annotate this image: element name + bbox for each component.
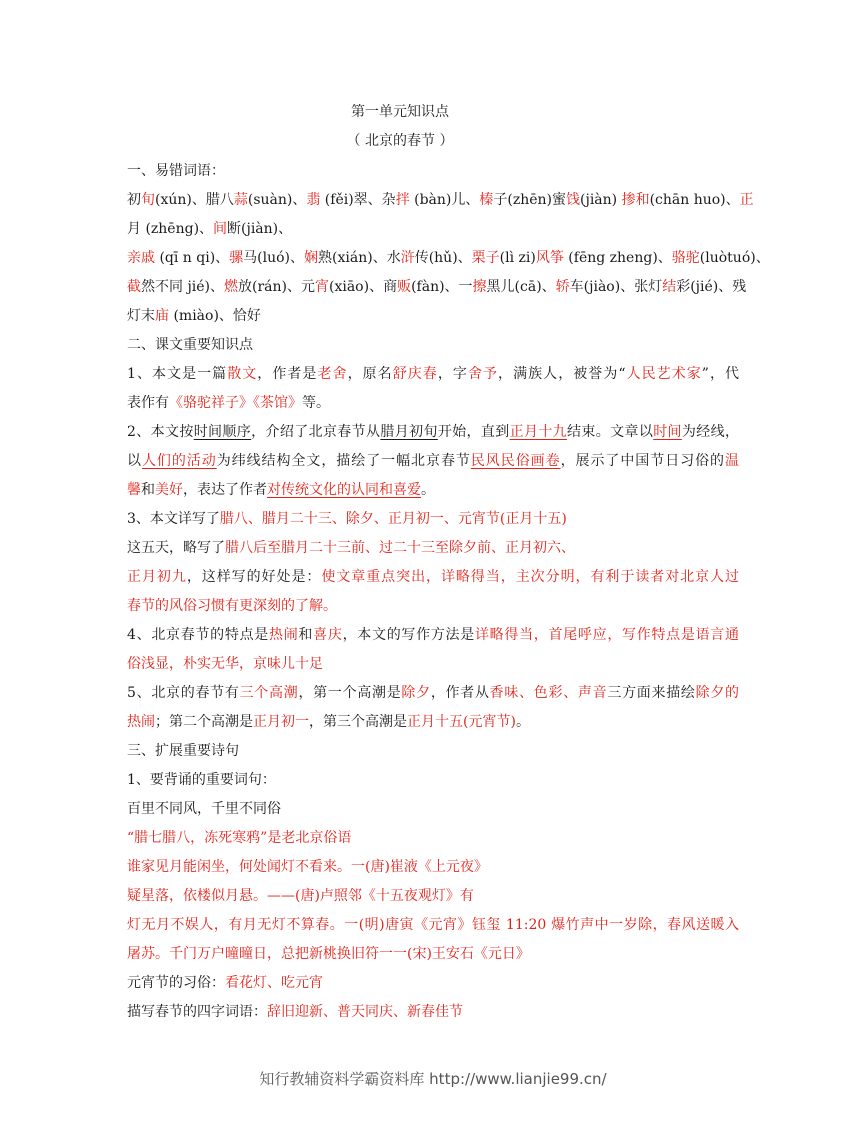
highlighted-text: 热闹 <box>269 627 299 643</box>
text-line <box>127 389 739 418</box>
highlighted-text: 馨 <box>127 482 141 498</box>
text-line <box>127 824 739 853</box>
text-line <box>127 534 739 563</box>
text-segment: 。 <box>515 714 530 730</box>
highlighted-text: 除夕 <box>401 685 431 701</box>
text-segment: 描写春节的四字词语： <box>127 1004 267 1020</box>
text-line <box>127 766 739 795</box>
text-segment: 彩(jié)、残 <box>676 279 747 295</box>
highlighted-text: 浒 <box>400 250 415 266</box>
highlighted-text: 民风民俗画卷 <box>470 453 561 469</box>
text-line <box>127 563 739 592</box>
text-line <box>127 911 739 940</box>
text-segment: 和 <box>141 482 155 498</box>
text-segment: 2、本文按 <box>127 424 194 440</box>
highlighted-text: 疑星落，依楼似月悬。——(唐)卢照邻《十五夜观灯》有 <box>127 888 474 904</box>
highlighted-text: 热闹 <box>127 714 155 730</box>
text-segment: (chān huo)、 <box>649 192 740 208</box>
highlighted-text: 人民艺术家 <box>625 366 702 382</box>
text-segment: 子(zhēn)蜜 <box>493 192 567 208</box>
text-segment: 等。 <box>302 395 330 411</box>
text-line <box>127 215 739 244</box>
text-segment: 三、扩展重要诗句 <box>127 743 239 759</box>
highlighted-text: 辞旧迎新、普天同庆、新春佳节 <box>267 1004 463 1020</box>
text-segment: ，原名 <box>347 366 393 382</box>
text-segment: 1、要背诵的重要词句： <box>127 772 276 788</box>
text-line <box>127 244 770 273</box>
highlighted-text: 骡 <box>229 250 244 266</box>
text-line <box>127 708 739 737</box>
highlighted-text: 掺和 <box>621 192 650 208</box>
text-segment: (xún)、腊八 <box>155 192 234 208</box>
highlighted-text: 亲戚 <box>127 250 155 266</box>
highlighted-text: 旬 <box>141 192 155 208</box>
highlighted-text: 栗子 <box>471 250 500 266</box>
text-segment: (fěi)翠、杂 <box>320 192 396 208</box>
text-line <box>127 273 747 302</box>
text-segment: 传(hǔ)、 <box>414 250 472 266</box>
text-line <box>127 302 739 331</box>
text-segment: 4、北京春节的特点是 <box>127 627 269 643</box>
highlighted-text: 谁家见月能闲坐，何处闻灯不看来。一(唐)崔液《上元夜》 <box>127 859 488 875</box>
text-segment: 放(rán)、元 <box>238 279 315 295</box>
highlighted-text: 拌 <box>395 192 410 208</box>
text-segment: ，本文的写作方法是 <box>342 627 475 643</box>
text-segment: 以 <box>127 453 142 469</box>
text-line <box>127 621 739 650</box>
highlighted-text: 正月初一 <box>253 714 309 730</box>
text-segment: 断(jiàn)、 <box>227 221 293 237</box>
text-segment: ，表达了作者 <box>183 482 267 498</box>
text-line <box>127 882 739 911</box>
text-segment: ，介绍了北京春节从 <box>251 424 381 440</box>
text-segment: 一、易错词语： <box>127 163 225 179</box>
text-line <box>127 969 739 998</box>
text-segment: ，展示了中国节日习俗的 <box>560 453 726 469</box>
highlighted-text: 宵 <box>315 279 329 295</box>
text-segment: ，第三个高潮是 <box>309 714 407 730</box>
text-segment: 马(luó)、 <box>243 250 305 266</box>
text-segment: 黑儿(cā)、 <box>486 279 556 295</box>
text-line <box>127 592 739 621</box>
text-line <box>127 650 739 679</box>
highlighted-text: 喜庆 <box>313 627 343 643</box>
highlighted-text: 正月十九 <box>509 424 568 440</box>
text-segment: 为经线， <box>681 424 739 440</box>
text-line <box>127 186 754 215</box>
highlighted-text: 舒庆春 <box>392 366 438 382</box>
text-segment: 月 (zhēng)、 <box>127 221 214 237</box>
text-line <box>127 447 739 476</box>
highlighted-text: 庙 <box>155 308 169 324</box>
text-segment: ，满族人，被誉为“ <box>498 366 626 382</box>
highlighted-text: 香味、色彩、声音 <box>489 685 608 701</box>
text-segment: (qī n qi)、 <box>155 250 230 266</box>
text-segment: 3、本文详写了 <box>127 511 220 527</box>
text-segment: ，第一个高潮是 <box>298 685 402 701</box>
highlighted-text: 燃 <box>224 279 239 295</box>
highlighted-text: 春节的风俗习惯有更深刻的了解。 <box>127 598 337 614</box>
text-segment: (fēng zheng)、 <box>563 250 672 266</box>
text-segment: 结束。文章以 <box>567 424 654 440</box>
text-line <box>127 331 739 360</box>
text-segment: (xiāo)、商 <box>329 279 398 295</box>
highlighted-text: 俗浅显，朴实无华，京味儿十足 <box>127 656 323 672</box>
text-segment: ，作者是 <box>257 366 318 382</box>
highlighted-text: 正月十五(元宵节) <box>407 714 516 730</box>
text-line <box>127 679 739 708</box>
highlighted-text: 屠苏。千门万户曈曈日，总把新桃换旧符一一(宋)王安石《元日》 <box>127 946 530 962</box>
page-subtitle: （ 北京的春节 ） <box>346 133 454 149</box>
highlighted-text: 《骆驼祥子》《茶馆》 <box>169 395 302 411</box>
text-segment: (fàn)、一 <box>411 279 473 295</box>
text-line <box>127 157 739 186</box>
highlighted-text: 骆驼 <box>671 250 700 266</box>
highlighted-text: 截 <box>127 279 141 295</box>
highlighted-text: 使文章重点突出，详略得当，主次分明，有利于读者对北京人过 <box>321 569 740 585</box>
text-segment: 初 <box>127 192 141 208</box>
text-segment: 灯末 <box>127 308 155 324</box>
highlighted-text: 时间 <box>653 424 682 440</box>
text-segment: 三方面来描绘 <box>607 685 696 701</box>
highlighted-text: 腊月初旬 <box>380 424 438 440</box>
text-segment: 这五天，略写了 <box>127 540 225 556</box>
highlighted-text: 风筝 <box>535 250 564 266</box>
highlighted-text: “腊七腊八，冻死寒鸦”是老北京俗语 <box>127 830 352 846</box>
text-segment: (suàn)、 <box>247 192 307 208</box>
text-segment: 二、课文重要知识点 <box>127 337 253 353</box>
watermark-footer: 知行教辅资料学霸资料库 http://www.lianjie99.cn/ <box>259 1070 607 1088</box>
text-line <box>127 853 739 882</box>
highlighted-text: 看花灯、吃元宵 <box>225 975 323 991</box>
text-segment: (miào)、恰好 <box>169 308 261 324</box>
highlighted-text: 温 <box>725 453 740 469</box>
text-segment: 百里不同风，千里不同俗 <box>127 801 281 817</box>
text-segment: (lì zi) <box>499 250 536 266</box>
highlighted-text: 饯 <box>566 192 581 208</box>
text-line <box>127 360 739 389</box>
text-line <box>127 476 739 505</box>
highlighted-text: 灯无月不娱人，有月无灯不算春。一(明)唐寅《元宵》钰玺 11:20 爆竹声中一岁除，春风送暖入 <box>127 917 739 933</box>
highlighted-text: 擦 <box>472 279 487 295</box>
highlighted-text: 三个高潮 <box>239 685 299 701</box>
highlighted-text: 轿 <box>555 279 570 295</box>
highlighted-text: 老舍 <box>317 366 348 382</box>
highlighted-text: 美好 <box>155 482 183 498</box>
highlighted-text: 腊八、腊月二十三、除夕、正月初一、元宵节(正月十五) <box>219 511 567 527</box>
highlighted-text: 腊八后至腊月二十三前、过二十三至除夕前、正月初六、 <box>225 540 575 556</box>
text-line <box>127 737 739 766</box>
highlighted-text: 贩 <box>397 279 412 295</box>
highlighted-text: 人们的活动 <box>141 453 217 469</box>
text-segment: 然不同 jié)、 <box>141 279 225 295</box>
text-segment: 和 <box>298 627 314 643</box>
page-title: 第一单元知识点 <box>351 104 449 120</box>
highlighted-text: 娴 <box>304 250 319 266</box>
text-line <box>127 940 739 969</box>
highlighted-text: 翡 <box>306 192 321 208</box>
text-line <box>127 505 739 534</box>
text-line <box>127 418 739 447</box>
text-segment: ，作者从 <box>430 685 490 701</box>
text-segment: 表作有 <box>127 395 169 411</box>
highlighted-text: 时间顺序 <box>193 424 252 440</box>
text-segment: 开始，直到 <box>437 424 510 440</box>
text-segment: 车(jiào)、张灯 <box>569 279 663 295</box>
text-segment: (bàn)儿、 <box>409 192 480 208</box>
highlighted-text: 除夕的 <box>695 685 740 701</box>
text-segment: 熟(xián)、水 <box>318 250 401 266</box>
highlighted-text: 正 <box>739 192 754 208</box>
text-segment: ；第二个高潮是 <box>155 714 253 730</box>
highlighted-text: 散文 <box>227 366 258 382</box>
highlighted-text: 对传统文化的认同和喜爱 <box>267 482 421 498</box>
text-line <box>127 998 739 1027</box>
highlighted-text: 详略得当，首尾呼应，写作特点是语言通 <box>474 627 740 643</box>
highlighted-text: 间 <box>213 221 228 237</box>
text-line <box>127 795 739 824</box>
text-segment: 5、北京的春节有 <box>127 685 240 701</box>
highlighted-text: 蒜 <box>233 192 248 208</box>
text-segment: 。 <box>421 482 435 498</box>
highlighted-text: 正月初九 <box>127 569 187 585</box>
text-segment: (luòtuó)、 <box>699 250 770 266</box>
text-segment: ，这样写的好处是： <box>186 569 322 585</box>
text-segment: ，字 <box>437 366 468 382</box>
text-segment: 1、本文是一篇 <box>127 366 228 382</box>
text-segment: 元宵节的习俗： <box>127 975 225 991</box>
document-body <box>127 157 770 1027</box>
highlighted-text: 结 <box>662 279 677 295</box>
text-segment: (jiàn) <box>580 192 622 208</box>
text-segment: 为纬线结构全文，描绘了一幅北京春节 <box>216 453 471 469</box>
highlighted-text: 舍予 <box>467 366 499 382</box>
text-segment: ”，代 <box>701 366 740 382</box>
highlighted-text: 榛 <box>479 192 494 208</box>
